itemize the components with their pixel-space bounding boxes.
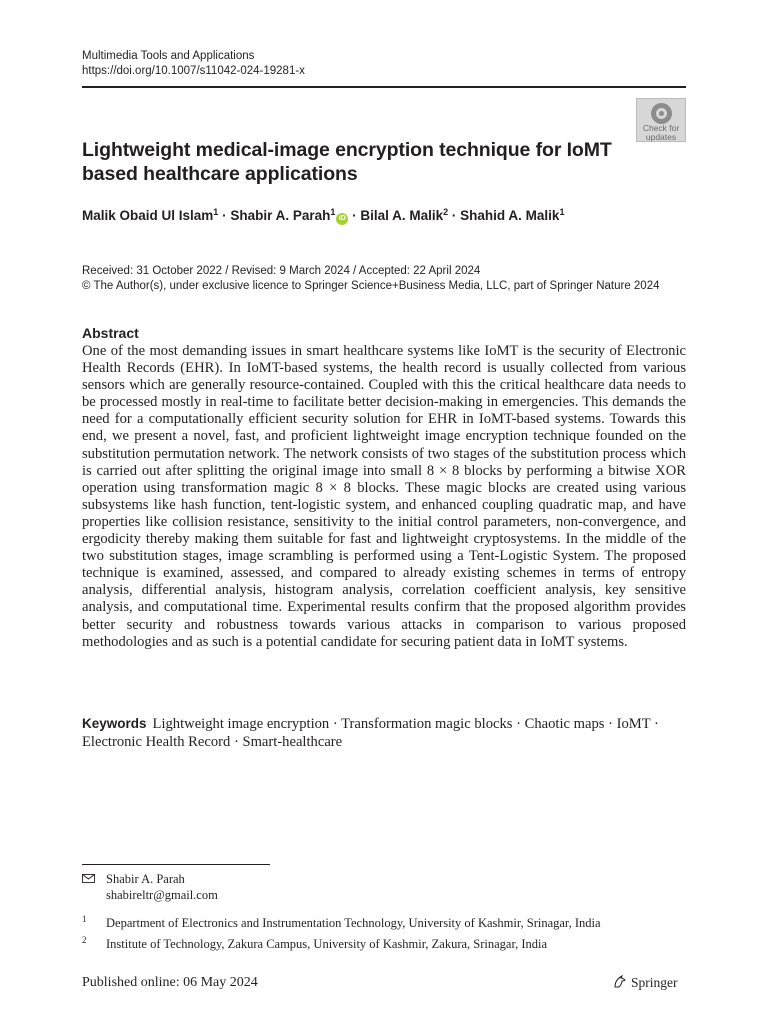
keywords — [82, 715, 686, 751]
badge-text — [637, 124, 685, 142]
crossmark-icon — [651, 103, 672, 124]
author-affiliation-mark: 1 — [213, 207, 219, 217]
abstract-text: One of the most demanding issues in smart healthcare systems like IoMT is the security of Electronic Health Records (EHR). In IoMT-based systems, the health record is usually collected from various sensors which are generally resource-contained. Coupled with this the critical healthcare data needs to be processed mostly in real-time to facilitate better decision-making in emergencies. This demands the need for a computationally efficient security solution for EHR in IoMT-based systems. Towards this end, we present a novel, fast, and proficient lightweight image encryption technique founded on the substitution permutation network. The network consists of two stages of the substitution process which is carried out after splitting the original image into small 8 × 8 blocks by performing a bitwise XOR operation using transformation magic 8 × 8 blocks. These magic blocks are created using various subsystems like hash function, tent-logistic system, and enhanced coupling quadratic map, and have properties like collision resistance, sensitivity to the initial control parameters, non-convergence, and ergodicity thereby making them suitable for fast and lightweight cryptosystems. In the middle of the two substitution stages, image scrambling is performed using a Tent-Logistic System. The proposed technique is examined, assessed, and compared to already existing schemes in terms of entropy analysis, differential analysis, histogram analysis, correlation coefficient analysis, key sensitive analysis, and computational time. Experimental results confirm that the proposed algorithm provides better security and robustness towards various attacks in comparison to various proposed methodologies and as such is a potential candidate for securing patient data in IoMT systems. — [82, 343, 686, 650]
author-list — [82, 207, 564, 225]
author-name: Shahid A. Malik — [460, 208, 560, 223]
author-affiliation-mark: 2 — [443, 207, 449, 217]
envelope-icon — [82, 874, 95, 883]
badge-line-2: updates — [645, 132, 677, 142]
corresponding-author-email[interactable]: shabireltr@gmail.com — [106, 887, 218, 902]
orcid-icon[interactable]: iD — [336, 213, 348, 225]
affiliation-number: 2 — [82, 935, 87, 945]
publisher-logo — [612, 975, 678, 991]
author-name: Bilal A. Malik — [360, 208, 444, 223]
author-affiliation-mark: 1 — [330, 207, 336, 217]
keywords-text: Lightweight image encryption · Transformation magic blocks · Chaotic maps · IoMT · Electronic Health Record · Smart-healthcare — [82, 716, 659, 750]
publication-dates — [82, 264, 660, 294]
footnote-rule — [82, 864, 270, 865]
paper-title: Lightweight medical-image encryption technique for IoMT based healthcare applications — [82, 139, 612, 185]
author-separator: · — [348, 208, 361, 223]
keywords-label: Keywords — [82, 716, 147, 731]
affiliation-text: Department of Electronics and Instrumentation Technology, University of Kashmir, Srinagar, India — [106, 916, 601, 930]
dates-line: Received: 31 October 2022 / Revised: 9 March 2024 / Accepted: 22 April 2024 — [82, 265, 481, 277]
author-name: Shabir A. Parah — [230, 208, 331, 223]
journal-header — [82, 49, 305, 79]
affiliation-text: Institute of Technology, Zakura Campus, University of Kashmir, Zakura, Srinagar, India — [106, 937, 548, 951]
badge-line-1: Check for — [642, 123, 680, 133]
publisher-name: Springer — [631, 975, 678, 990]
check-for-updates-badge[interactable] — [636, 98, 686, 142]
published-online: Published online: 06 May 2024 — [82, 975, 258, 990]
copyright-line: © The Author(s), under exclusive licence to Springer Science+Business Media, LLC, part of Springer Nature 2024 — [82, 280, 660, 292]
journal-name: Multimedia Tools and Applications — [82, 50, 255, 62]
doi-link[interactable]: https://doi.org/10.1007/s11042-024-19281-x — [82, 65, 305, 77]
author-name: Malik Obaid Ul Islam — [82, 208, 214, 223]
author-separator: · — [448, 208, 461, 223]
author-affiliation-mark: 1 — [559, 207, 565, 217]
header-rule — [82, 86, 686, 88]
corresponding-author-name: Shabir A. Parah — [106, 872, 185, 886]
affiliation-number: 1 — [82, 914, 87, 924]
springer-horse-icon — [612, 975, 627, 989]
author-separator: · — [218, 208, 231, 223]
abstract-heading: Abstract — [82, 325, 139, 341]
